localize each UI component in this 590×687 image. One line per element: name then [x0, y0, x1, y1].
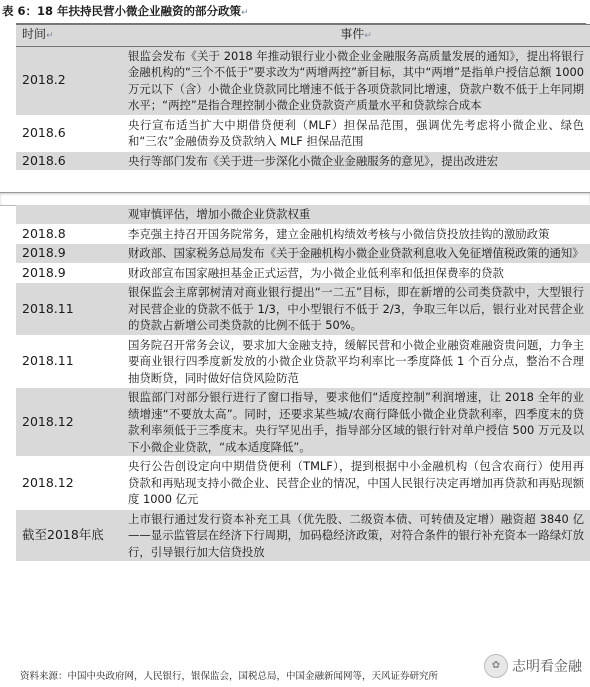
date-text: 2018.8: [22, 225, 66, 241]
date-cell: [16, 244, 122, 264]
table-row: [16, 244, 590, 264]
table-row: [16, 205, 590, 225]
source-note: 资料来源：中国中央政府网，人民银行，银保监会，国税总局，中国金融新闻网等，天风证券研究所: [20, 671, 439, 682]
table-row: [16, 388, 590, 457]
date-cell: [16, 388, 122, 457]
event-text: 银监部门对部分银行进行了窗口指导，要求他们“适度控制”利润增速，让 2018 全年的业绩增速“不要放太高”。同时，还要求某些城/农商行降低小微企业贷款利率，四季度末的贷款利率须低于三季度末。央行罕见出手，指导部分区域的银行针对单户授信 500 万元及以下小微企业贷款，“成本适度降低”。: [128, 390, 584, 454]
event-cell: [122, 151, 590, 170]
table-row: [16, 335, 590, 388]
date-text: 2018.11: [22, 353, 74, 368]
table-row: [16, 151, 590, 170]
date-text: 2018.6: [22, 124, 66, 140]
date-cell: [16, 509, 122, 561]
event-cell: [122, 283, 590, 336]
date-cell: [16, 283, 122, 336]
date-cell: [16, 205, 122, 225]
event-text: 央行等部门发布《关于进一步深化小微企业金融服务的意见》，提出改进宏: [128, 153, 499, 168]
event-cell: [122, 224, 590, 244]
date-text: 2018.11: [22, 300, 74, 316]
date-text: 2018.9: [22, 245, 66, 260]
event-cell: [122, 335, 590, 388]
wechat-logo-icon: ✿: [484, 654, 508, 678]
date-text: 截至2018年底: [22, 527, 104, 542]
table-row: [16, 283, 590, 336]
event-text: 银监会发布《关于 2018 年推动银行业小微企业金融服务高质量发展的通知》，提出将银行金融机构的“三个不低于”要求改为“两增两控”新目标，其中“两增”是指单户授信总额 1000 万元以下（含）小微企业贷款同比增速不低于各项贷款同比增速，贷款户数不低于上年同期水平；“两控”是指合理控制小微企业贷款资产质量水平和贷款综合成本: [128, 48, 584, 112]
table-row: [16, 509, 590, 561]
event-cell: [122, 244, 590, 264]
event-cell: [122, 46, 590, 115]
date-cell: [16, 335, 122, 388]
watermark: [484, 654, 582, 678]
event-cell: [122, 509, 590, 561]
table-row: [16, 46, 590, 115]
date-cell: [16, 46, 122, 115]
event-text: 李克强主持召开国务院常务，建立金融机构绩效考核与小微信贷投放挂钩的激励政策: [128, 226, 550, 241]
date-text: 2018.2: [22, 72, 66, 88]
event-text: 财政部宣布国家融担基金正式运营，为小微企业低利率和低担保费率的贷款: [128, 265, 504, 280]
table-row: [16, 224, 590, 244]
date-text: 2018.6: [22, 152, 66, 168]
date-text: 2018.12: [22, 474, 74, 490]
date-cell: [16, 115, 122, 151]
date-text: 2018.12: [22, 413, 74, 429]
event-cell: [122, 457, 590, 510]
header-event: 事件↵: [122, 25, 590, 47]
event-text: 财政部、国家税务总局发布《关于金融机构小微企业贷款利息收入免征增值税政策的通知》: [128, 246, 584, 260]
event-text: 上市银行通过发行资本补充工具（优先股、二级资本债、可转债及定增）融资超 3840 亿——显示监管层在经济下行周期，加码稳经济政策，对符合条件的银行补充资本一路绿灯放行，引导银行加大信贷投放: [128, 511, 584, 559]
event-text: 观审慎评估，增加小微企业贷款权重: [128, 207, 311, 221]
date-text: 2018.9: [22, 264, 66, 280]
date-cell: [16, 151, 122, 170]
table-row: [16, 457, 590, 510]
event-cell: [122, 115, 590, 151]
event-text: 国务院召开常务会议，要求加大金融支持，缓解民营和小微企业融资难融资贵问题，力争主要商业银行四季度新发放的小微企业贷款平均利率比一季度降低 1 个百分点，整治不合理抽贷断贷，同时做好信贷风险防范: [128, 337, 584, 385]
table-header-row: [16, 25, 590, 47]
policy-table-part2: [16, 204, 590, 561]
table-row: [16, 115, 590, 151]
table-row: [16, 263, 590, 283]
event-cell: [122, 205, 590, 225]
table-title: 表 6：18 年扶持民营小微企业融资的部分政策↵: [2, 4, 249, 18]
event-text: 央行公告创设定向中期借贷便利（TMLF），提到根据中小金融机构（包含农商行）使用再贷款和再贴现支持小微企业、民营企业的情况，中国人民银行决定再增加再贷款和再贴现额度 1000 亿元: [128, 459, 584, 506]
event-cell: [122, 263, 590, 283]
header-time: 时间↵: [16, 25, 122, 47]
event-text: 银保监会主席郭树清对商业银行提出“一二五”目标，即在新增的公司类贷款中，大型银行对民营企业的贷款不低于 1/3，中小型银行不低于 2/3，争取三年以后，银行业对民营企业的贷款占新增公司类贷款的比例不低于 50%。: [128, 285, 584, 332]
policy-table-part1: [16, 24, 590, 170]
date-cell: [16, 263, 122, 283]
date-cell: [16, 224, 122, 244]
watermark-text: 志明看金融: [512, 659, 582, 675]
event-cell: [122, 388, 590, 457]
event-text: 央行宣布适当扩大中期借贷便利（MLF）担保品范围，强调优先考虑将小微企业、绿色和“三农”金融债券及贷款纳入 MLF 担保品范围: [128, 117, 584, 148]
date-cell: [16, 457, 122, 510]
